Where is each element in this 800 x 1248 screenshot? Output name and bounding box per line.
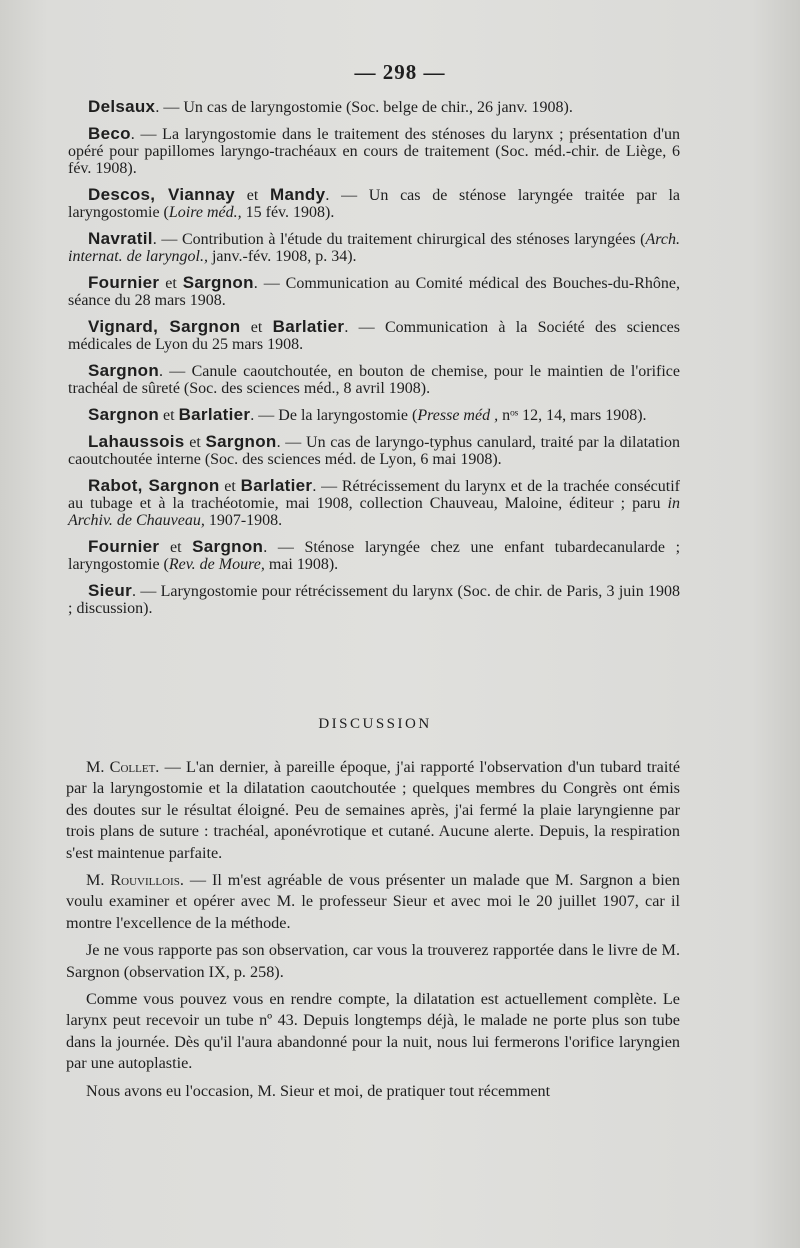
entry-text: Un cas de laryngostomie (Soc. belge de chir., 26 janv. 1908). bbox=[183, 99, 573, 116]
bibliography-entry bbox=[68, 582, 680, 617]
author-name: Barlatier bbox=[272, 317, 345, 336]
entry-text: Contribution à l'étude du traitement chirurgical des sténoses laryngées ( bbox=[181, 231, 646, 248]
entry-text-end: 1907-1908. bbox=[204, 512, 283, 529]
author-name: Sargnon bbox=[192, 537, 264, 556]
entry-text: De la laryngostomie ( bbox=[278, 407, 418, 424]
entry-separator: . — bbox=[155, 99, 184, 116]
entry-text: Rétrécissement du larynx et de la trachée consécutif au tubage et à la trachéotomie, mai 1908, collection Chauveau, Maloine, éditeur ; paru bbox=[68, 478, 680, 512]
author-name: Beco bbox=[88, 124, 131, 143]
author-connector: et bbox=[159, 407, 179, 424]
entry-text: Laryngostomie pour rétrécissement du larynx (Soc. de chir. de Paris, 3 juin 1908 ; discussion). bbox=[68, 583, 681, 617]
author-connector: et bbox=[240, 319, 273, 336]
discussion-body bbox=[66, 757, 680, 1108]
entry-text-end: nᵒˢ 12, 14, mars 1908). bbox=[498, 407, 647, 424]
author-connector: et bbox=[159, 275, 183, 292]
entry-separator: . — bbox=[253, 275, 286, 292]
paragraph-text: Je ne vous rapporte pas son observation, car vous la trouverez rapportée dans le livre de M. Sargnon (observation IX, p. 258). bbox=[66, 941, 680, 981]
entry-text: Communication au Comité médical des Bouches-du-Rhône, séance du 28 mars 1908. bbox=[68, 275, 681, 309]
entry-separator: . — bbox=[344, 319, 385, 336]
author-name: Sargnon bbox=[205, 432, 277, 451]
entry-separator: . — bbox=[132, 583, 161, 600]
entry-separator: . — bbox=[325, 187, 369, 204]
entry-separator: . — bbox=[130, 126, 163, 143]
journal-title: Rev. de Moure, bbox=[168, 556, 265, 573]
paragraph-text: Comme vous pouvez vous en rendre compte, la dilatation est actuellement complète. Le larynx peut recevoir un tube nº 43. Depuis longtemps déjà, le malade ne porte plus son tube dans la journée. Dès qu'il l'aura abandonné pour la nuit, nous lui fermerons l'orifice laryngien par une autoplastie. bbox=[66, 990, 680, 1073]
bibliography-list bbox=[68, 98, 680, 626]
author-connector: et bbox=[219, 478, 241, 495]
page-number: — 298 — bbox=[354, 60, 446, 84]
entry-separator: . — bbox=[250, 407, 279, 424]
speaker-name: M. Collet. bbox=[86, 758, 160, 776]
speaker-name: M. Rouvillois. bbox=[86, 871, 184, 890]
bibliography-entry bbox=[68, 477, 680, 529]
bibliography-entry bbox=[68, 406, 680, 424]
entry-text: Sténose laryngée chez une enfant tubardecanularde ; laryngostomie ( bbox=[68, 539, 681, 573]
bibliography-entry bbox=[68, 362, 680, 397]
author-name: Mandy bbox=[270, 185, 326, 204]
bibliography-entry bbox=[68, 538, 680, 573]
discussion-paragraph bbox=[66, 989, 680, 1075]
author-name: Sargnon bbox=[88, 361, 160, 380]
entry-text-end: janv.-fév. 1908, p. 34). bbox=[207, 248, 357, 265]
bibliography-entry bbox=[68, 230, 680, 265]
author-name: Delsaux bbox=[88, 97, 156, 116]
bibliography-entry bbox=[68, 274, 680, 309]
bibliography-entry bbox=[68, 125, 680, 177]
journal-title: Presse méd , bbox=[417, 407, 499, 424]
author-name: Rabot, Sargnon bbox=[88, 476, 220, 495]
author-name: Sargnon bbox=[88, 405, 160, 424]
discussion-paragraph bbox=[66, 870, 680, 934]
paragraph-text: — Il m'est agréable de vous présenter un malade que M. Sargnon a bien voulu examiner et opérer avec M. le professeur Sieur et avec moi le 20 juillet 1907, car il montre l'excellence de la méthode. bbox=[66, 871, 680, 932]
discussion-paragraph bbox=[66, 940, 680, 983]
bibliography-entry bbox=[68, 186, 680, 221]
author-name: Fournier bbox=[88, 537, 160, 556]
paragraph-text: — L'an dernier, à pareille époque, j'ai rapporté l'observation d'un tubard traité par la laryngostomie et la dilatation caoutchoutée ; quelques membres du Congrès ont émis des doutes sur le résultat éloigné. Peu de semaines après, j'ai fermé la plaie laryngienne par trois plans de suture : trachéal, aponévrotique et cutané. Aucune alerte. Depuis, la respiration s'est maintenue parfaite. bbox=[66, 758, 681, 862]
bibliography-entry bbox=[68, 98, 680, 116]
entry-text: Canule caoutchoutée, en bouton de chemise, pour le maintien de l'orifice trachéal de sûreté (Soc. des sciences méd., 8 avril 1908). bbox=[68, 363, 681, 397]
entry-text: Un cas de sténose laryngée traitée par la laryngostomie ( bbox=[68, 187, 681, 221]
bibliography-entry bbox=[68, 433, 680, 468]
author-connector: et bbox=[159, 539, 193, 556]
entry-text: Communication à la Société des sciences médicales de Lyon du 25 mars 1908. bbox=[68, 319, 681, 353]
author-name: Barlatier bbox=[240, 476, 313, 495]
journal-title: Arch. internat. de laryngol., bbox=[68, 231, 680, 265]
author-connector: et bbox=[184, 434, 206, 451]
entry-text-end: mai 1908). bbox=[264, 556, 339, 573]
entry-separator: . — bbox=[312, 478, 342, 495]
entry-text-end: 15 fév. 1908). bbox=[241, 204, 335, 221]
entry-text: Un cas de laryngo-typhus canulard, traité par la dilatation caoutchoutée interne (Soc. des sciences méd. de Lyon, 6 mai 1908). bbox=[68, 434, 681, 468]
author-name: Navratil bbox=[88, 229, 153, 248]
entry-separator: . — bbox=[276, 434, 307, 451]
bibliography-entry bbox=[68, 318, 680, 353]
entry-separator: . — bbox=[152, 231, 182, 248]
author-name: Descos, Viannay bbox=[88, 185, 236, 204]
author-name: Fournier bbox=[88, 273, 160, 292]
author-connector: et bbox=[235, 187, 271, 204]
author-name: Sargnon bbox=[182, 273, 254, 292]
author-name: Barlatier bbox=[178, 405, 251, 424]
entry-text: La laryngostomie dans le traitement des sténoses du larynx ; présentation d'un opéré pour papillomes laryngo-trachéaux en cours de traitement (Soc. méd.-chir. de Liège, 6 fév. 1908). bbox=[68, 126, 681, 177]
journal-title: in Archiv. de Chauveau, bbox=[68, 495, 680, 529]
author-name: Sieur bbox=[88, 581, 133, 600]
entry-separator: . — bbox=[263, 539, 305, 556]
author-name: Lahaussois bbox=[88, 432, 185, 451]
discussion-paragraph bbox=[66, 757, 680, 864]
author-name: Vignard, Sargnon bbox=[88, 317, 241, 336]
paragraph-text: Nous avons eu l'occasion, M. Sieur et moi, de pratiquer tout récemment bbox=[86, 1081, 551, 1100]
journal-title: Loire méd., bbox=[168, 204, 242, 221]
discussion-heading: DISCUSSION bbox=[318, 716, 432, 732]
discussion-paragraph bbox=[66, 1081, 680, 1102]
entry-separator: . — bbox=[159, 363, 192, 380]
